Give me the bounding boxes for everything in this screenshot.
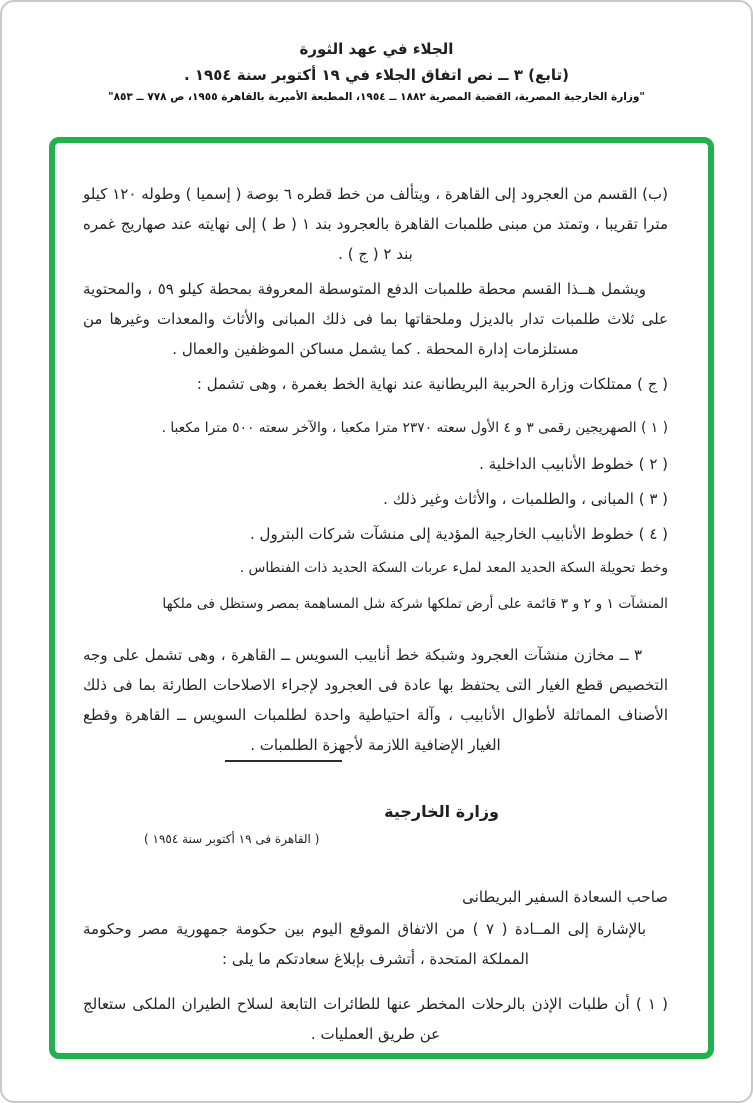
section-divider-rule: [225, 760, 342, 762]
letter-salutation: صاحب السعادة السفير البريطانى: [462, 888, 668, 906]
list-item-buildings: ( ٣ ) المبانى ، والطلمبات ، والأثاث وغير ذلك .: [383, 490, 668, 508]
ministry-heading: وزارة الخارجية: [384, 802, 499, 821]
list-item-external-pipelines: ( ٤ ) خطوط الأنابيب الخارجية المؤدية إلى منشآت شركات البترول .: [250, 525, 668, 543]
source-citation: "وزارة الخارجية المصرية، القضية المصرية ١٨٨٢ ــ ١٩٥٤، المطبعة الأميرية بالقاهرة ١٩٥٥، ص ٧٧٨ ــ ٨٥٣": [108, 91, 645, 103]
list-item-tanks: ( ١ ) الصهريجين رقمى ٣ و ٤ الأول سعته ٢٣٧٠ مترا مكعبا ، والآخر سعته ٥٠٠ مترا مكعبا .: [161, 419, 668, 436]
section-title: (تابع) ٣ ــ نص اتفاق الجلاء في ١٩ أكتوبر سنة ١٩٥٤ .: [183, 66, 570, 84]
paragraph-article-3-stores: ٣ ــ مخازن منشآت العجرود وشبكة خط أنابيب السويس ــ القاهرة ، وهى تشمل على وجه التخصيص قطع الغيار التى يحتفظ بها عادة فى العجرود لإجراء الاصلاحات الطارئة بما فى ذلك الأصناف المماثلة لأطوال الأنابيب ، وآلة احتياطية واحدة لطلمبات السويس ــ القاهرة وقطع الغيار الإضافية اللازمة لأجهزة الطلمبات .: [83, 646, 668, 754]
highlight-box: [49, 137, 714, 1059]
page-header: [2, 40, 751, 103]
line-shell-company-land: المنشآت ١ و ٢ و ٣ قائمة على أرض تملكها شركة شل المساهمة بمصر وستظل فى ملكها: [162, 595, 668, 612]
letter-date-line: ( القاهرة فى ١٩ أكتوبر سنة ١٩٥٤ ): [144, 832, 320, 846]
paragraph-pump-station: ويشمل هــذا القسم محطة طلمبات الدفع المتوسطة المعروفة بمحطة كيلو ٥٩ ، والمحتوية على ثلاث طلمبات تدار بالديزل وملحقاتها بما فى ذلك المبانى والأثاث والمعدات وغيرها من مستلزمات إدارة المحطة . كما يشمل مساكن الموظفين والعمال .: [83, 280, 668, 358]
letter-item-flight-clearance: ( ١ ) أن طلبات الإذن بالرحلات المخطر عنها للطائرات التابعة لسلاح الطيران الملكى ستعالج عن طريق العمليات .: [83, 995, 669, 1043]
paragraph-section-b: (ب) القسم من العجرود إلى القاهرة ، ويتألف من خط قطره ٦ بوصة ( إسميا ) وطوله ١٢٠ كيلو مترا تقريبا ، وتمتد من مبنى طلمبات القاهرة بالعجرود بند ١ ( ط ) إلى نهايته عند صهاريج غمره بند ٢ ( ج ) .: [83, 185, 668, 263]
list-item-internal-pipelines: ( ٢ ) خطوط الأنابيب الداخلية .: [479, 455, 668, 473]
paragraph-letter-reference: بالإشارة إلى المــادة ( ٧ ) من الاتفاق الموقع اليوم بين حكومة جمهورية مصر وحكومة المملكة المتحدة ، أتشرف بإبلاغ سعادتكم ما يلى :: [83, 920, 646, 968]
line-railway-siding: وخط تحويلة السكة الحديد المعد لملء عربات السكة الحديد ذات الفنطاس .: [239, 559, 668, 576]
book-title: الجلاء في عهد الثورة: [299, 40, 454, 58]
paragraph-section-j-intro: ( ج ) ممتلكات وزارة الحربية البريطانية عند نهاية الخط بغمرة ، وهى تشمل :: [196, 375, 668, 393]
